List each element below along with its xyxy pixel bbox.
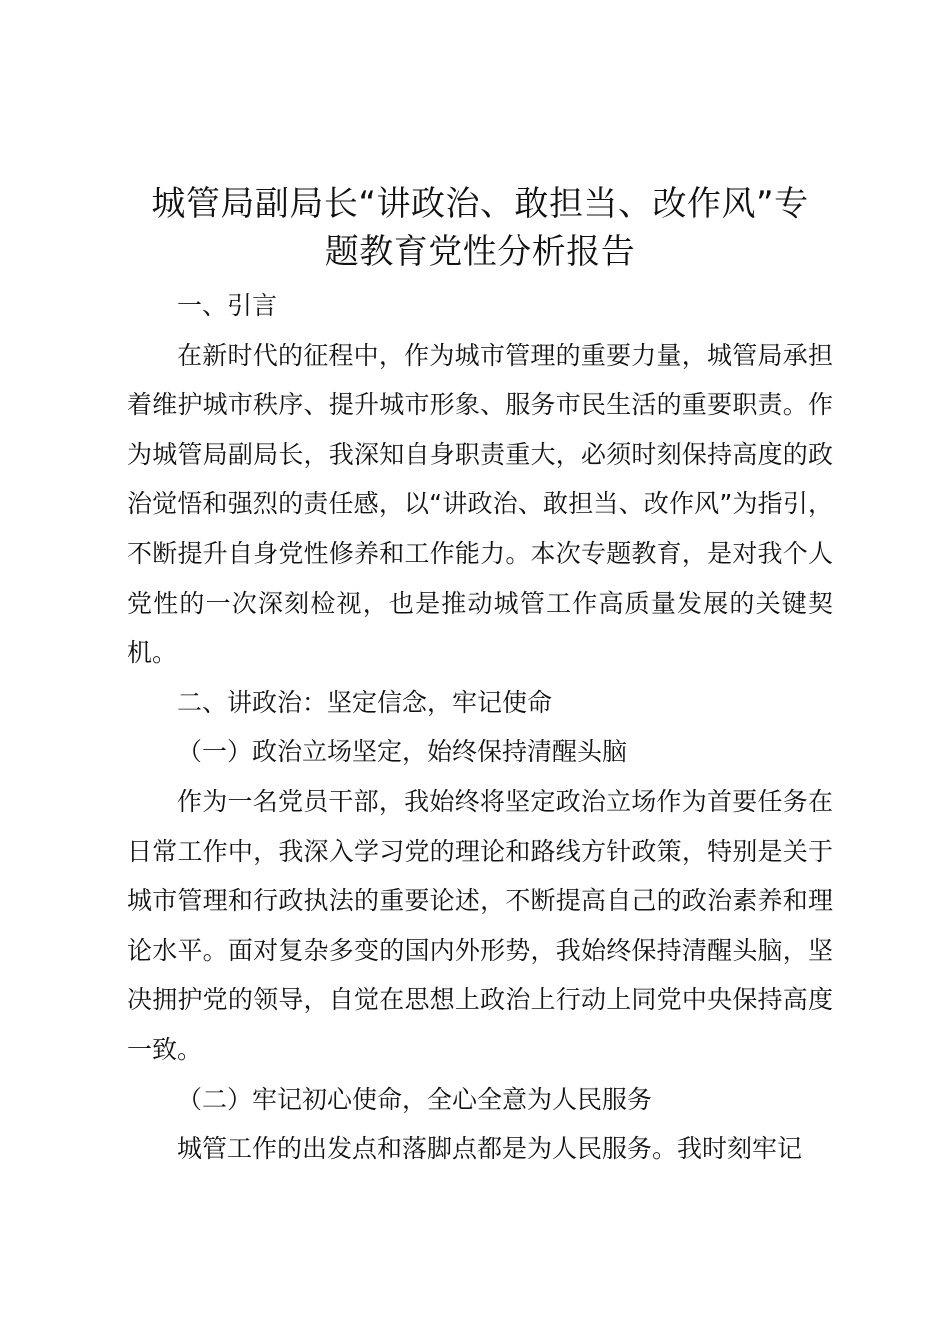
- title-line-2: 题教育党性分析报告: [324, 232, 636, 272]
- heading-introduction: 一、引言: [177, 291, 278, 320]
- document-body: [127, 281, 833, 1174]
- subheading-2-1: （一）政治立场坚定，始终保持清醒头脑: [177, 737, 628, 767]
- paragraph-2-1: 作为一名党员干部，我始终将坚定政治立场作为首要任务在日常工作中，我深入学习党的理论和路线方针政策，特别是关于城市管理和行政执法的重要论述，不断提高自己的政治素养和理论水平。面对复杂多变的国内外形势，我始终保持清醒头脑，坚决拥护党的领导，自觉在思想上政治上行动上同党中央保持高度一致。: [127, 786, 833, 1064]
- paragraph-introduction: 在新时代的征程中，作为城市管理的重要力量，城管局承担着维护城市秩序、提升城市形象、服务市民生活的重要职责。作为城管局副局长，我深知自身职责重大，必须时刻保持高度的政治觉悟和强烈的责任感，以“讲政治、敢担当、改作风”为指引，不断提升自身党性修养和工作能力。本次专题教育，是对我个人党性的一次深刻检视，也是推动城管工作高质量发展的关键契机。: [127, 340, 833, 668]
- title-line-1: 城管局副局长“讲政治、敢担当、改作风”专: [151, 184, 809, 224]
- heading-section-2: 二、讲政治：坚定信念，牢记使命: [177, 687, 553, 717]
- paragraph-2-2: 城管工作的出发点和落脚点都是为人民服务。我时刻牢记: [177, 1134, 803, 1164]
- subheading-2-2: （二）牢记初心使命，全心全意为人民服务: [177, 1084, 653, 1114]
- document-title: [127, 180, 833, 276]
